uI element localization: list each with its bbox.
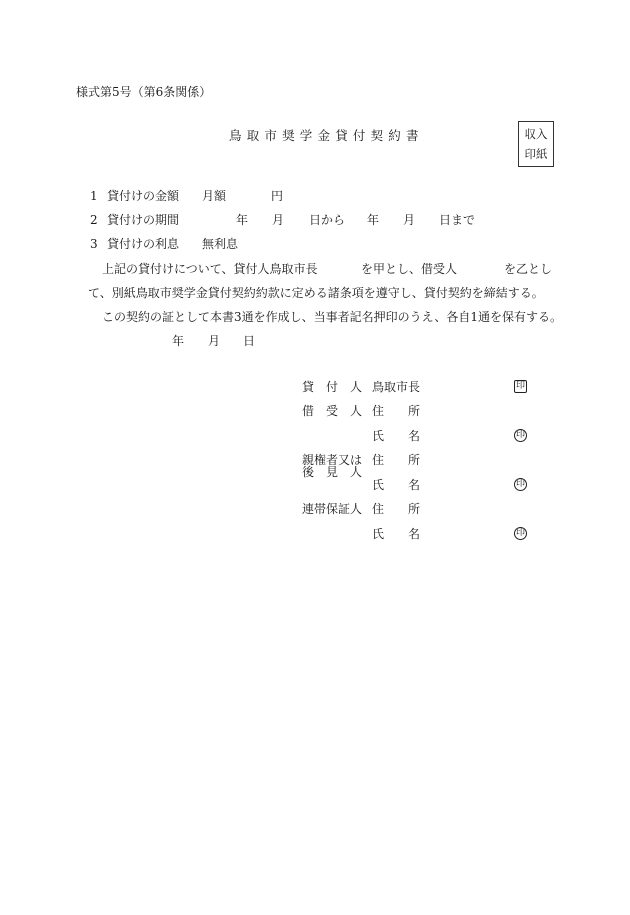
borrower-name-label: 氏 名 — [372, 429, 421, 443]
lender-name: 鳥取市長 — [372, 380, 421, 394]
item-1-number: 1 — [90, 189, 98, 203]
guardian-role-line1: 親権者又は — [302, 453, 363, 467]
document-title: 鳥取市奨学金貸付契約書 — [229, 128, 424, 143]
guarantor-role: 連帯保証人 — [302, 502, 363, 516]
guarantor-name-label: 氏 名 — [372, 527, 421, 541]
item-2-month-to: 月 — [403, 213, 416, 227]
item-3-label: 貸付けの利息 — [107, 237, 180, 251]
stamp-label-1: 収入 — [524, 127, 548, 141]
lender-seal: 印 — [515, 381, 525, 391]
borrower-role: 借 受 人 — [302, 404, 363, 418]
date-day: 日 — [243, 334, 256, 348]
body-p1-part-d: て、別紙鳥取市奨学金貸付契約約款に定める諸条項を遵守し、貸付契約を締結する。 — [88, 286, 544, 300]
body-p2: この契約の証として本書3通を作成し、当事者記名押印のうえ、各自1通を保有する。 — [102, 310, 562, 324]
guardian-seal: 印 — [515, 479, 525, 489]
guardian-role-line2: 後 見 人 — [302, 465, 363, 479]
borrower-address-label: 住 所 — [372, 404, 421, 418]
item-2-number: 2 — [90, 213, 98, 227]
item-1-yen: 円 — [271, 189, 284, 203]
item-2-year-from: 年 — [236, 213, 249, 227]
item-1-label: 貸付けの金額 — [107, 189, 180, 203]
guarantor-address-label: 住 所 — [372, 502, 421, 516]
item-2-day-from: 日から — [309, 213, 346, 227]
body-p1-part-c: を乙とし — [504, 262, 553, 276]
stamp-label-2: 印紙 — [524, 147, 548, 161]
date-month: 月 — [208, 334, 221, 348]
borrower-seal: 印 — [515, 430, 525, 440]
guarantor-seal: 印 — [515, 528, 525, 538]
item-1-monthly: 月額 — [202, 189, 227, 203]
revenue-stamp-box — [518, 121, 554, 167]
item-2-day-to: 日まで — [439, 213, 476, 227]
guardian-name-label: 氏 名 — [372, 478, 421, 492]
item-2-year-to: 年 — [367, 213, 380, 227]
item-2-month-from: 月 — [272, 213, 285, 227]
item-3-interest: 無利息 — [202, 237, 239, 251]
item-3-number: 3 — [90, 237, 98, 251]
guardian-address-label: 住 所 — [372, 453, 421, 467]
item-2-label: 貸付けの期間 — [107, 213, 180, 227]
lender-role: 貸 付 人 — [302, 380, 363, 394]
body-p1-part-b: を甲とし、借受人 — [361, 262, 458, 276]
form-number: 様式第5号（第6条関係） — [76, 85, 212, 99]
body-p1-part-a: 上記の貸付けについて、貸付人鳥取市長 — [102, 262, 318, 276]
date-year: 年 — [172, 334, 185, 348]
